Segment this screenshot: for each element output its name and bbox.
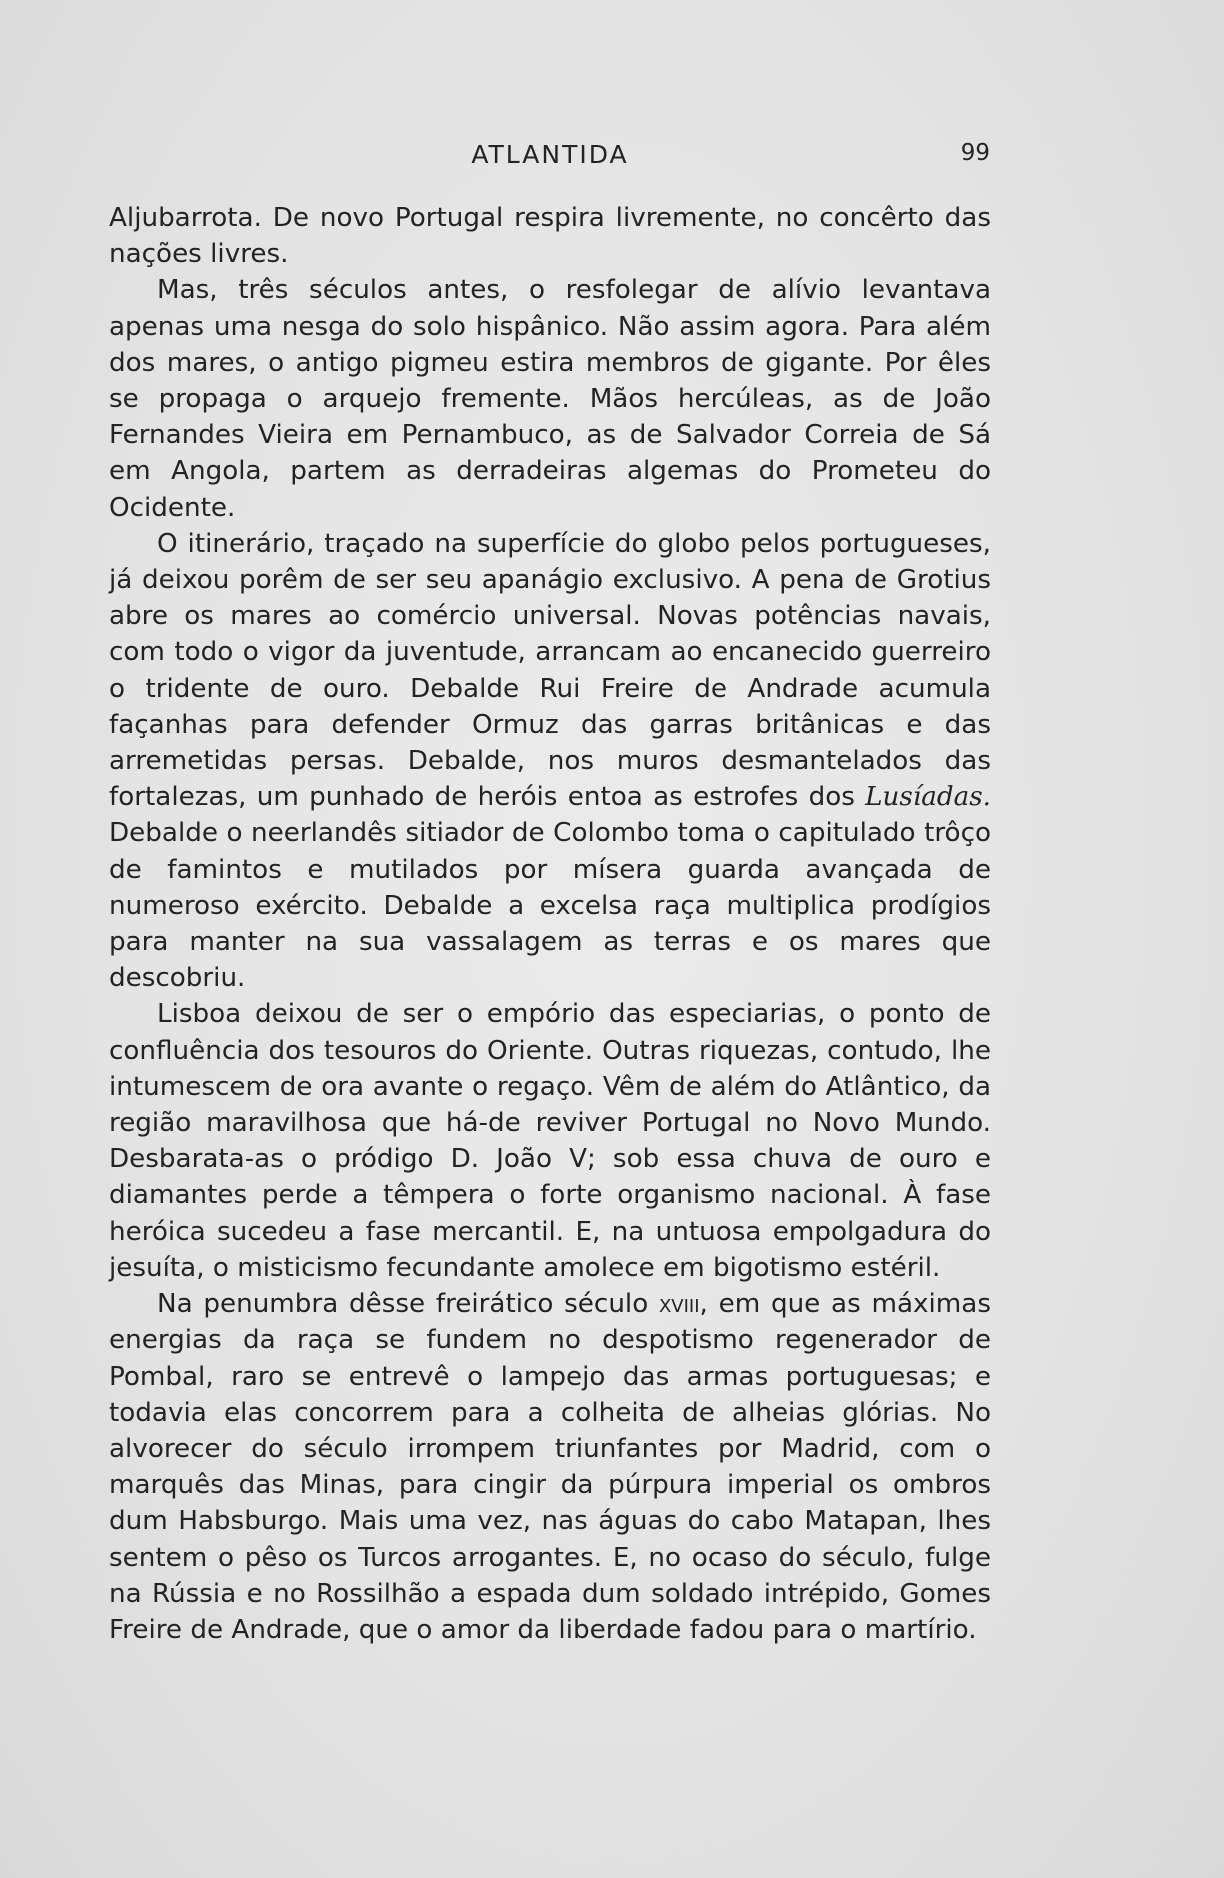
- lusiadas-title: Lusíadas.: [865, 782, 991, 813]
- paragraph-3-text-a: O itinerário, traçado na superfície do globo pelos portugueses, já deixou porêm de ser seu apanágio exclusivo. A pena de Grotius abre os mares ao comércio universal. Novas potências navais, com todo o vigor da juventude, arrancam ao encanecido guerreiro o tridente de ouro. Debalde Rui Freire de Andrade acumula façanhas para defender Ormuz das garras britânicas e das arremetidas persas. Debalde, nos muros desmantelados das fortalezas, um punhado de heróis entoa as estrofes dos: [109, 528, 991, 813]
- running-title: ATLANTIDA: [471, 140, 629, 169]
- paragraph-5: [109, 1286, 991, 1648]
- paragraph-5-text-a: Na penumbra dêsse freirático século: [157, 1289, 649, 1320]
- paragraph-2: Mas, três séculos antes, o resfolegar de alívio levantava apenas uma nesga do solo hispânico. Não assim agora. Para além dos mares, o antigo pigmeu estira membros de gigante. Por êles se propaga o arquejo fremente. Mãos hercúleas, as de João Fernandes Vieira em Pernambuco, as de Salvador Correia de Sá em Angola, partem as derradeiras algemas do Prometeu do Ocidente.: [109, 275, 991, 523]
- paragraph-3: [109, 526, 991, 997]
- running-head: [110, 140, 990, 174]
- paragraph-5-text-b: , em que as máximas energias da raça se fundem no despotismo regenerador de Pombal, raro se entrevê o lampejo das armas portuguesas; e todavia elas concorrem para a colheita de alheias glórias. No alvorecer do século irrompem triunfantes por Madrid, com o marquês das Minas, para cingir da púrpura imperial os ombros dum Habsburgo. Mais uma vez, nas águas do cabo Matapan, lhes sentem o pêso os Turcos arrogantes. E, no ocaso do século, fulge na Rússia e no Rossilhão a espada dum soldado intrépido, Gomes Freire de Andrade, que o amor da liberdade fadou para o martírio.: [109, 1289, 991, 1645]
- century-numeral: xviii: [658, 1289, 700, 1320]
- paragraph-3-text-b: Debalde o neerlandês sitiador de Colombo toma o capitulado trôço de famintos e mutilados por mísera guarda avançada de numeroso exército. Debalde a excelsa raça multiplica prodígios para manter na sua vassalagem as terras e os mares que descobriu.: [109, 818, 991, 994]
- paragraph-1: Aljubarrota. De novo Portugal respira livremente, no concêrto das nações livres.: [109, 203, 991, 270]
- body-text: [109, 200, 991, 1648]
- page-number: 99: [960, 140, 990, 166]
- paragraph-4: Lisboa deixou de ser o empório das especiarias, o ponto de confluência dos tesouros do Oriente. Outras riquezas, contudo, lhe intumescem de ora avante o regaço. Vêm de além do Atlântico, da região maravilhosa que há-de reviver Portugal no Novo Mundo. Desbarata-as o pródigo D. João V; sob essa chuva de ouro e diamantes perde a têmpera o forte organismo nacional. À fase heróica sucedeu a fase mercantil. E, na untuosa empolgadura do jesuíta, o misticismo fecundante amolece em bigotismo estéril.: [109, 999, 991, 1283]
